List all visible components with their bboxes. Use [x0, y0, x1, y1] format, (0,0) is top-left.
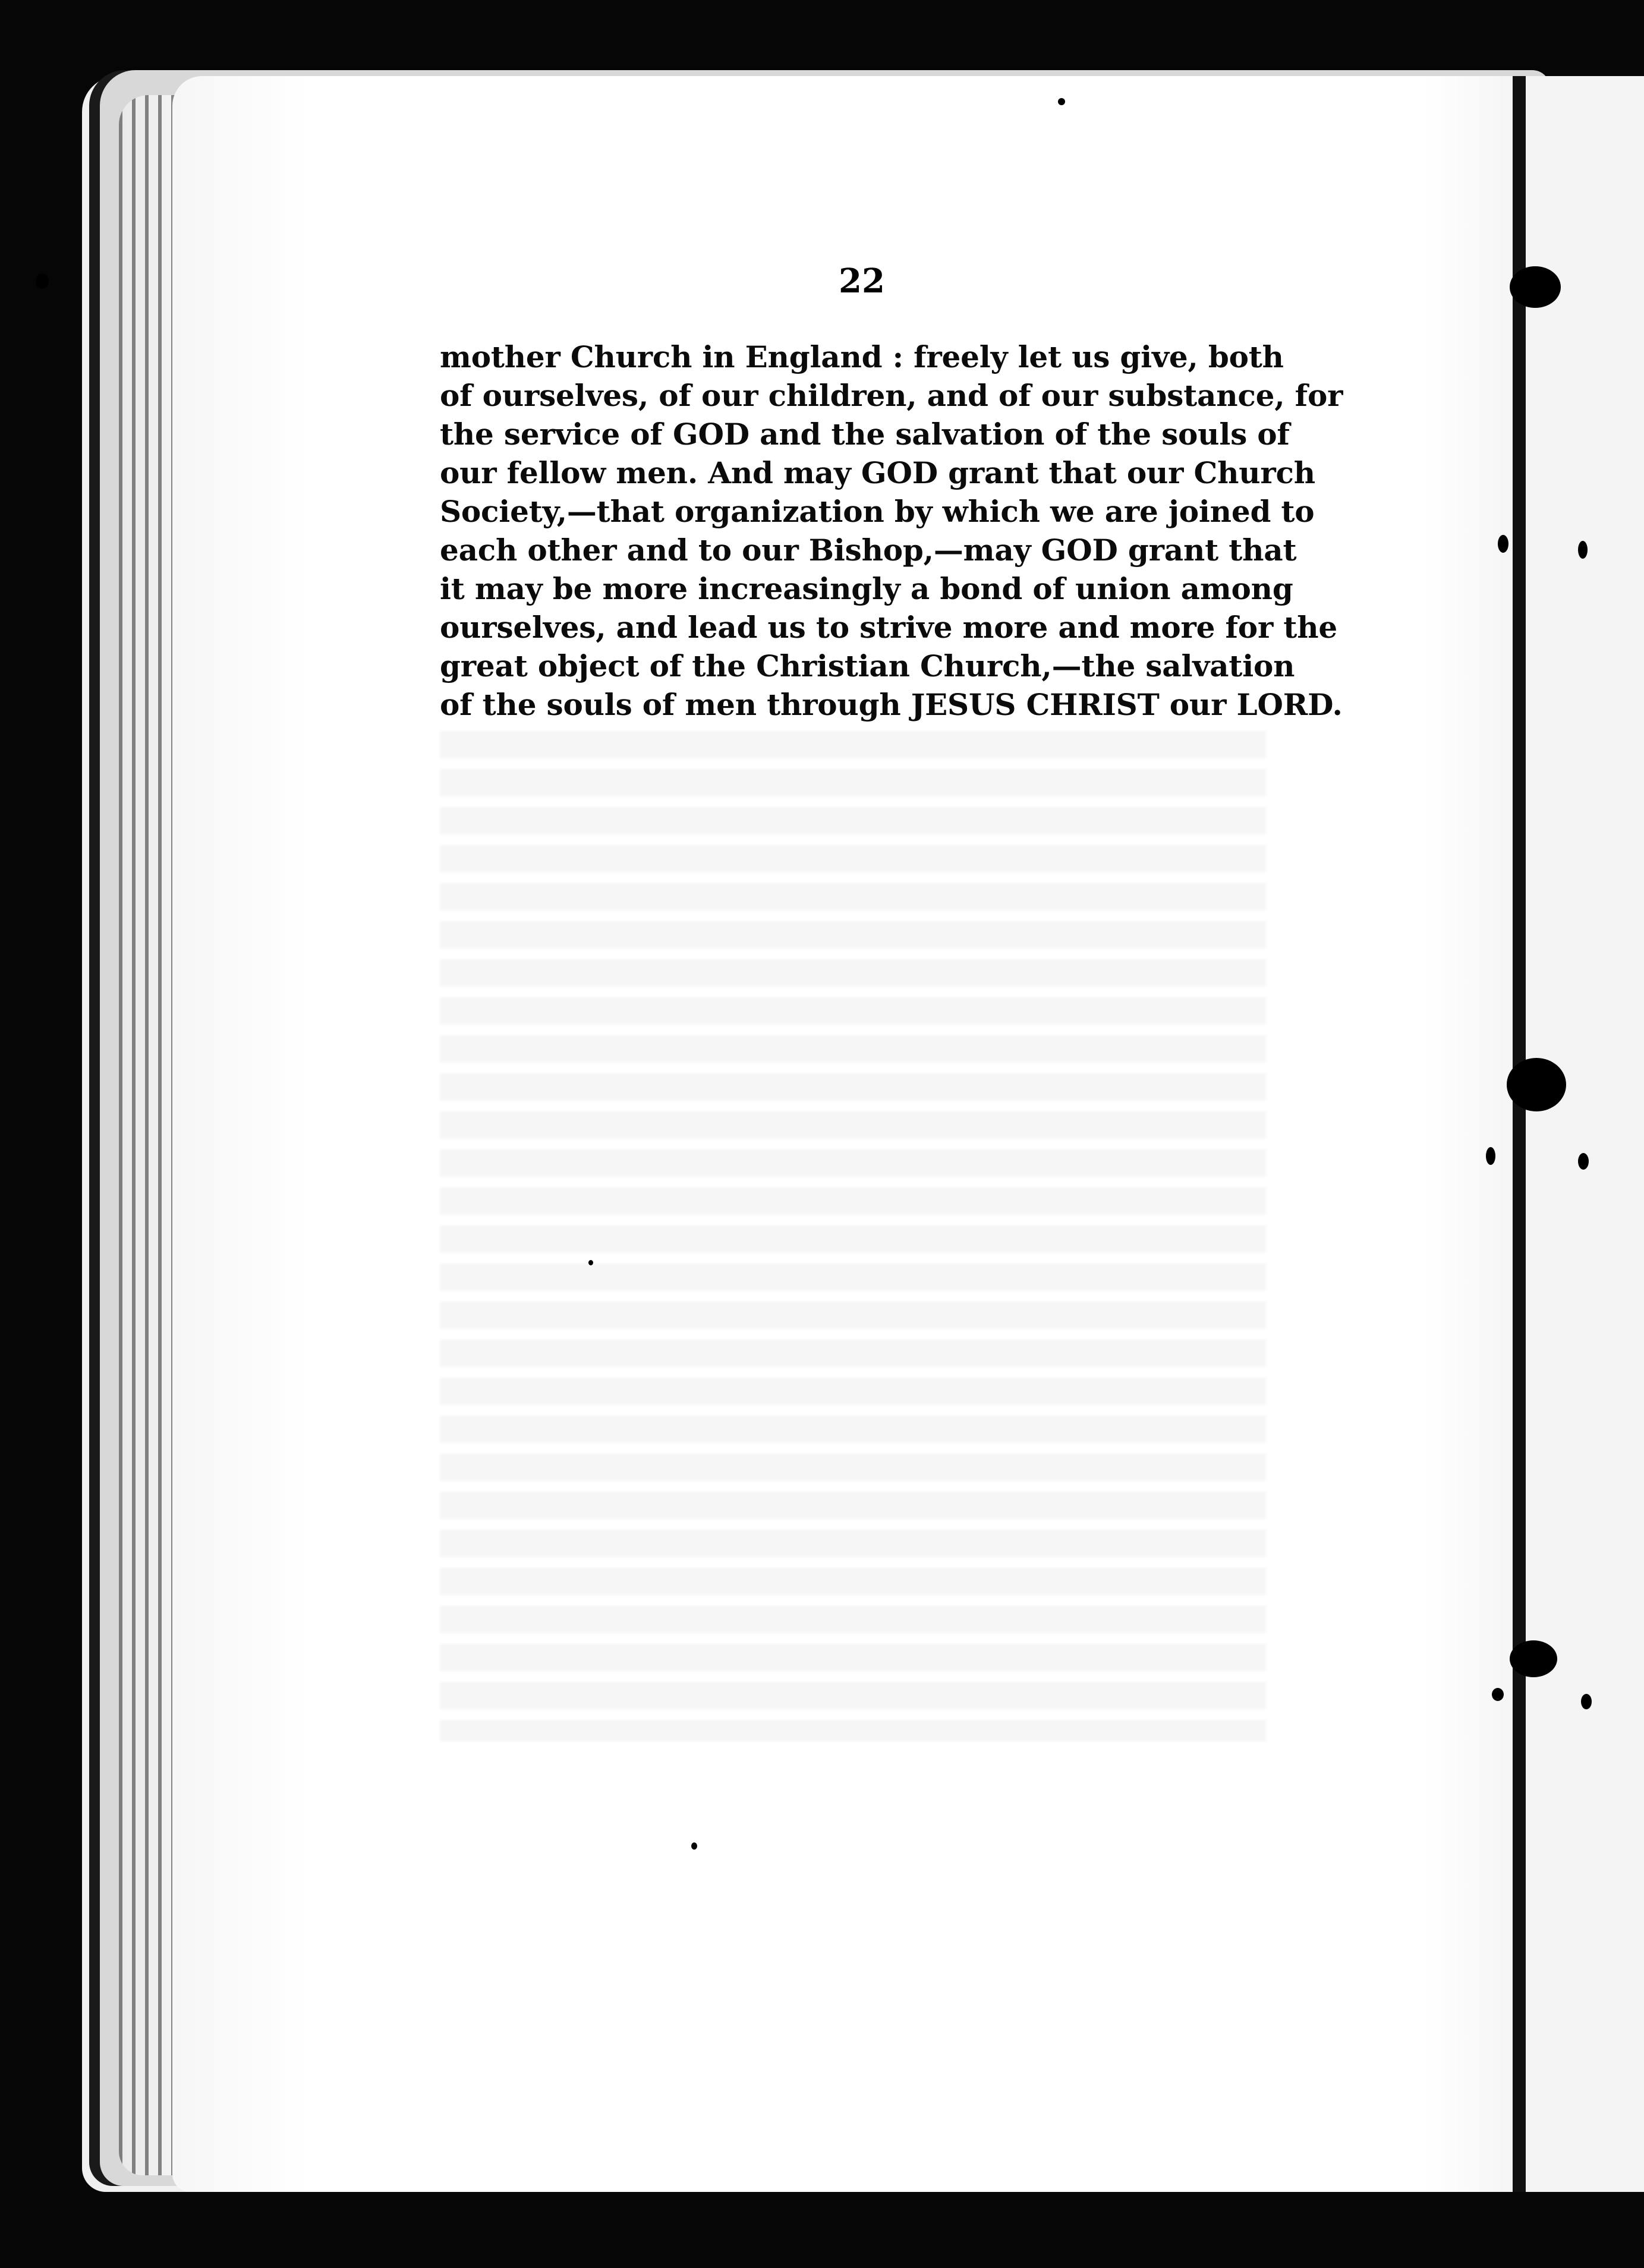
text-line: mother Church in England : freely let us give, both: [440, 339, 1284, 374]
ink-speck: [1492, 1688, 1504, 1701]
binding-thread-mark: [1510, 266, 1561, 308]
page-number: 22: [839, 262, 885, 301]
text-line: the service of GOD and the salvation of the souls of: [440, 417, 1290, 452]
body-paragraph: [440, 338, 1343, 724]
facing-page-edge: [1513, 76, 1644, 2192]
text-line: our fellow men. And may GOD grant that our Church: [440, 455, 1315, 490]
text-line: it may be more increasingly a bond of union among: [440, 571, 1293, 606]
ink-speck: [1578, 1153, 1589, 1170]
text-line: of the souls of men through JESUS CHRIST our LORD.: [440, 687, 1343, 722]
ink-speck: [1486, 1147, 1495, 1165]
ink-speck: [1498, 535, 1508, 553]
ink-speck: [1058, 98, 1065, 105]
text-line: Society,—that organization by which we are joined to: [440, 494, 1315, 529]
binding-thread-mark: [1510, 1640, 1557, 1677]
bleed-through-text: [440, 731, 1266, 1741]
ink-speck: [36, 273, 49, 289]
ink-speck: [1578, 541, 1588, 559]
ink-speck: [1581, 1694, 1592, 1709]
binding-thread-mark: [1507, 1058, 1566, 1111]
text-line: great object of the Christian Church,—the salvation: [440, 648, 1295, 683]
ink-speck: [691, 1842, 697, 1850]
text-line: each other and to our Bishop,—may GOD grant that: [440, 533, 1297, 568]
text-line: of ourselves, of our children, and of our substance, for: [440, 378, 1343, 413]
text-line: ourselves, and lead us to strive more and more for the: [440, 610, 1337, 645]
